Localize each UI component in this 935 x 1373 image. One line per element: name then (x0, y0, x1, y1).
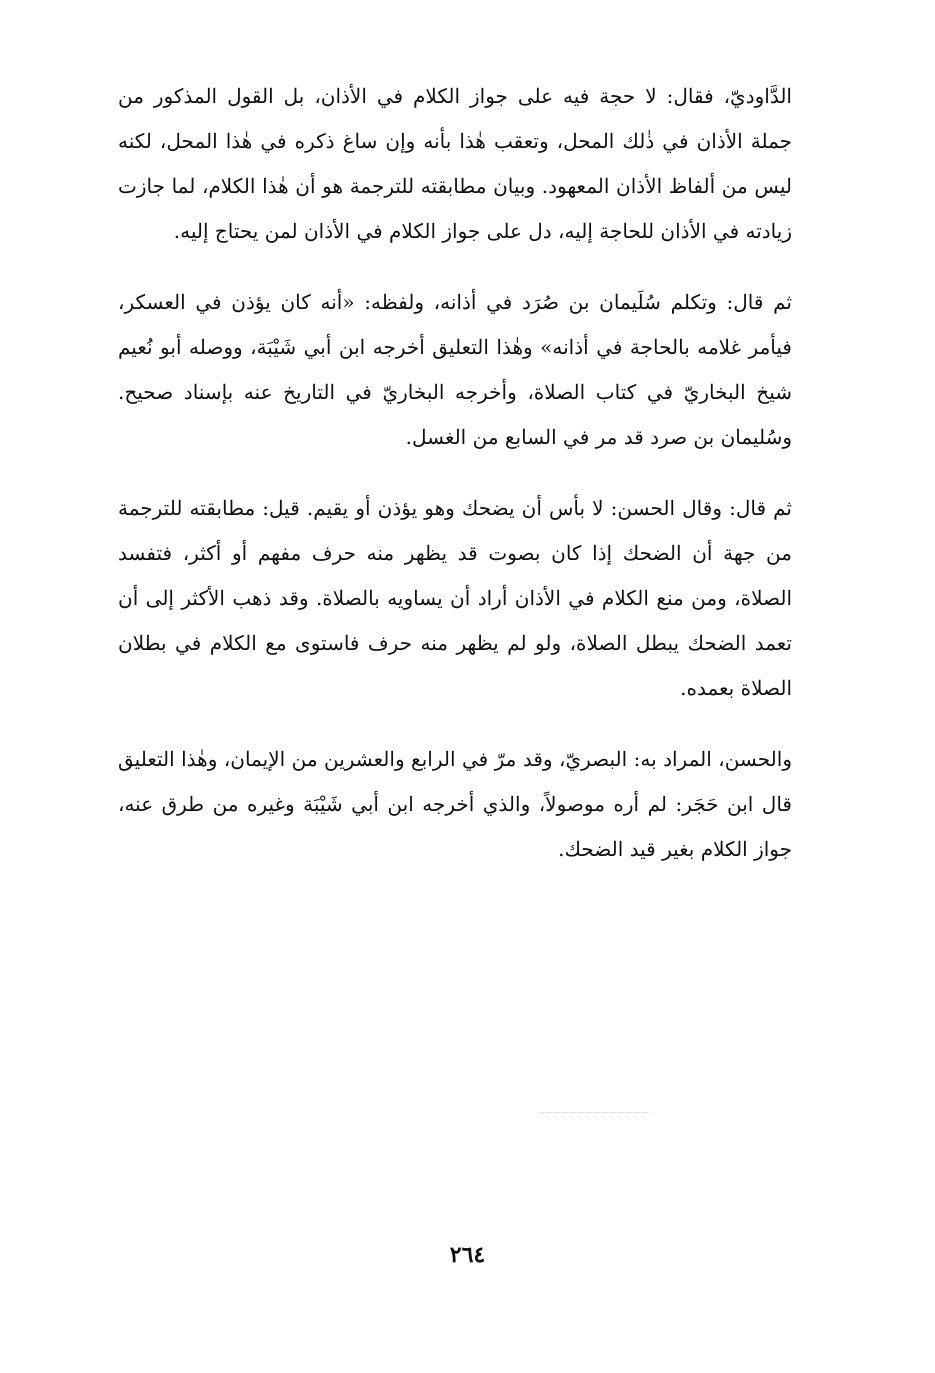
paragraph-1: الدَّاوديّ، فقال: لا حجة فيه على جواز الكلام في الأذان، بل القول المذكور من جملة الأذان في ذٰلك المحل، وتعقب هٰذا بأنه وإن ساغ ذكره في هٰذا المحل، لكنه ليس من ألفاظ الأذان المعهود. وبيان مطابقته للترجمة هو أن هٰذا الكلام، لما جازت زيادته في الأذان للحاجة إليه، دل على جواز الكلام في الأذان لمن يحتاج إليه. (118, 84, 792, 243)
paragraph-2: ثم قال: وتكلم سُلَيمان بن صُرَد في أذانه، ولفظه: «أنه كان يؤذن في العسكر، فيأمر غلامه بالحاجة في أذانه» وهٰذا التعليق أخرجه ابن أبي شَيْبَة، ووصله أبو نُعيم شيخ البخاريّ في كتاب الصلاة، وأخرجه البخاريّ في التاريخ عنه بإسناد صحيح. وسُليمان بن صرد قد مر في السابع من الغسل. (118, 290, 792, 449)
paragraph-4: والحسن، المراد به: البصريّ، وقد مرّ في الرابع والعشرين من الإيمان، وهٰذا التعليق قال ابن حَجَر: لم أره موصولاً، والذي أخرجه ابن أبي شَيْبَة وغيره من طرق عنه، جواز الكلام بغير قيد الضحك. (118, 747, 792, 861)
paragraph-3: ثم قال: وقال الحسن: لا بأس أن يضحك وهو يؤذن أو يقيم. قيل: مطابقته للترجمة من جهة أن الضحك إذا كان بصوت قد يظهر منه حرف مفهم أو أكثر، فتفسد الصلاة، ومن منع الكلام في الأذان أراد أن يساويه بالصلاة. وقد ذهب الأكثر إلى أن تعمد الضحك يبطل الصلاة، ولو لم يظهر منه حرف فاستوى مع الكلام في بطلان الصلاة بعمده. (118, 496, 792, 700)
main-text (118, 74, 792, 898)
scan-speck (540, 1112, 650, 1114)
page-number: ٢٦٤ (449, 1242, 486, 1268)
